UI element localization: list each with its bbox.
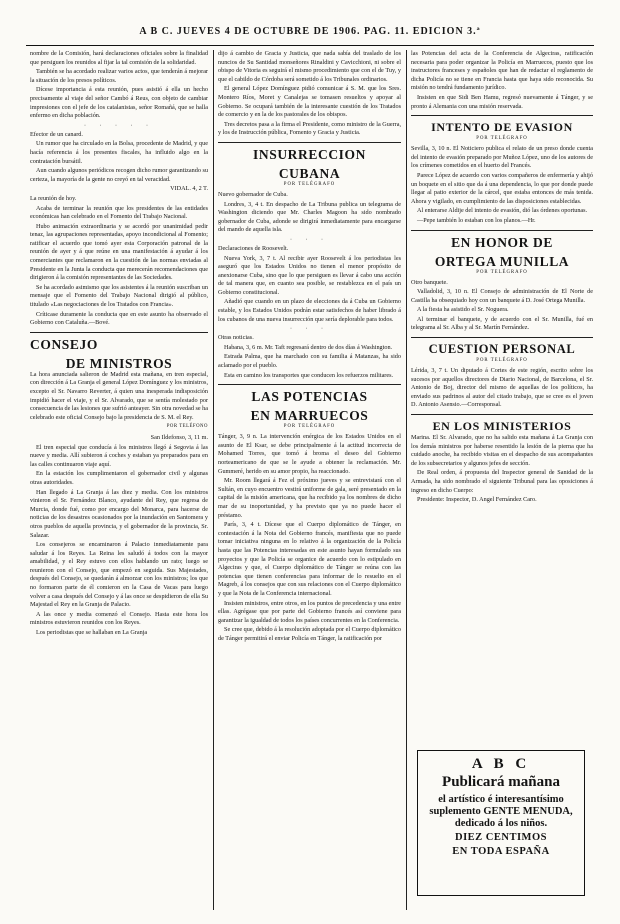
dateline: San Ildefonso, 3, 11 m.	[150, 433, 208, 441]
byline: POR TELÉGRAFO	[283, 424, 336, 430]
article-paragraph: Habana, 3, 6 m. Mr. Taft regresará dentro de dos días á Washington.	[224, 343, 393, 351]
byline: POR TELÉGRAFO	[476, 358, 528, 364]
section-rule	[218, 142, 401, 143]
article-paragraph: De Real orden, á propuesta del Inspector general de Sanidad de la Armada, ha sido nombrado el siguiente Tribunal para las oposiciones á ingreso en dicho Cuerpo:	[411, 469, 593, 494]
article-paragraph: París, 3, 4 t. Dícese que el Cuerpo diplomático de Tánger, en contestación á la Nota del Gobierno francés, manifiesta que no puede tomar iniciativa ninguna en lo relativo á la organización de la Policía hasta que las Potencias interesadas en este asunto hayan formulado sus proyectos y que la Policía se organice de acuerdo con lo estipulado en Algeciras y que, el Cuerpo diplomático de Tánger se reúna con las potencias que tienen conferencias para informar de lo resuelto en el Magreb, á los consejos que con sus relaciones con el Cuerpo diplomático y que la Nota de la Conferencia internacional.	[218, 521, 401, 597]
article-paragraph: Al terminar el banquete, y de acuerdo con el Sr. Munilla, fué en telegrama al Sr. Alba y al Sr. Martín Fernández.	[411, 315, 593, 332]
subhead: Declaraciones de Roosevelt.	[218, 244, 289, 252]
article-paragraph: Nueva York, 3, 7 t. Al recibir ayer Roosevelt á los periodistas les aseguró que los Estados Unidos no tienen el menor propósito de anexionarse Cuba, sino que lo que persiguen es llevar á cabo una acción de tal manera que, en cuanto sea posible, se restablezca en el país un Gobierno constitucional.	[218, 254, 401, 296]
headline-marruecos: EN MARRUECOS	[250, 408, 369, 424]
article-paragraph: Aun cuando algunos periódicos recogen dicho rumor garantizando su certeza, la mayoría de la gente no creyó en tal veracidad.	[30, 167, 208, 183]
article-paragraph: A la fiesta ha asistido el Sr. Noguera.	[417, 306, 509, 314]
advertisement-box	[417, 750, 585, 896]
section-rule	[411, 414, 593, 415]
ad-body: el artístico é interesantísimo suplemento GENTE MENUDA, dedicado á los niños.	[429, 794, 573, 829]
header-rule	[26, 45, 594, 46]
headline-cubana: CUBANA	[278, 165, 341, 181]
article-paragraph: El tren especial que conducía á los ministros llegó á Segovia á las nueve y media. Allí subieron á coches y estaban ya preparados para en las calles continuaron viaje aquí.	[30, 443, 208, 468]
article-paragraph: Presidente: Inspector, D. Angel Fernández Caro.	[417, 496, 537, 504]
article-paragraph: las Potencias del acta de la Conferencia de Algeciras, ratificación necesaria para poder organizar la Policía en Marruecos, puesto que los instructores franceses y españoles que han de redactar el reglamento de dicha Policía no se tiene en Francia hasta que haya sido reconocida. Su misión no tendrá fundamento jurídico.	[411, 50, 593, 92]
separator-dots: · · ·	[290, 326, 329, 333]
article-paragraph: Se ha acordado asimismo que los asistentes á la reunión suscriban un mensaje que el Fomento del Trabajo Nacional dirigió al público, titulado «Las negociaciones de los Tratados con Francia».	[30, 283, 208, 309]
column-left	[30, 50, 208, 910]
headline-ministros: DE MINISTROS	[65, 355, 173, 371]
article-paragraph: nombre de la Comisión, hará declaraciones oficiales sobre la finalidad que persiguen los reunidos al fijar la tal comisión de la solidaridad.	[30, 50, 208, 66]
separator-dots: · · ·	[290, 236, 329, 243]
article-paragraph: La hora anunciada salieron de Madrid esta mañana, en tren especial, con dirección á La Granja el general López Domínguez y los ministros, excepto el Sr. Navarro Reverter, á quien una inesperada indisposición impidió hacer el viaje, y el Sr. Alvarado, que se sentía molestado por consecuencia de las lesiones que sufrió anteayer. Sin otra novedad se ha celebrado este oficial Consejo bajo la presidencia de S. M. el Rey.	[30, 370, 208, 421]
article-paragraph: Insisten en que Sidi Ben Hamu, regresó nuevamente á Tánger, y se pronto á Alemania con una misión reservada.	[411, 93, 593, 110]
byline: POR TELÉGRAFO	[476, 269, 528, 275]
page-header: A B C. JUEVES 4 DE OCTUBRE DE 1906. PAG. 11. EDICION 3.ª	[139, 26, 481, 37]
headline-ortega-munilla: ORTEGA MUNILLA	[434, 253, 570, 269]
article-paragraph: Lérida, 3, 7 t. Un diputado á Cortes de este región, escrito sobre los sucesos por aquellos directores de Diario Nacional, de Barcelona, el Sr. Antonio de Boj, director del mismo de aquellas de los políticos, ha enviado sus padrinos al autor del citado trabajo, que se cree es el joven D. Antonio Asensio.—Corresponsal.	[411, 367, 593, 409]
section-rule	[218, 384, 401, 385]
column-rule-1	[213, 50, 214, 910]
article-paragraph: Los consejeros se encaminaron á Palacio inmediatamente para saludar á los Reyes. La Reina les saludó á todos con la mayor amabilidad, y el Rey estuvo con ellos hablando un rato; luego se reunieron con el Consejo, que empezó en seguida. Sus Majestades, después del Consejo, se quedarán á almorzar con los ministros; los que no formaron parte de él comieron en la Casa de Vacas para luego volver a casa después del Consejo y á las once se despidieron de ella Su Majestad el Rey en la Granja de Palacio.	[30, 541, 208, 609]
article-paragraph: Insisten ministros, entre otros, en los puntos de precedencia y una entre ellas. Agrégase que por parte del Gobierno francés así conviene para garantizar la igualdad de todos los países concurrentes en la Conferencia.	[218, 599, 401, 624]
article-paragraph: Londres, 3, 4 t. En despacho de La Tribuna publica un telegrama de Washington diciendo que Mr. Charles Magoon ha sido nombrado gobernador de Cuba, adonde se dirigirá inmediatamente para encargarse del mando de aquella isla.	[218, 200, 401, 234]
article-paragraph: Tánger, 3, 9 n. La intervención enérgica de los Estados Unidos en el asunto de El Ksar, se debe principalmente á la actitud incorrecta de Mohamed Torres, que tomó á broma el deseo del Gobierno norteamericano de que se le ayude a obtener la reclamación. Mr. Gummeré, herido en su amor propio, ha reaccionado.	[218, 433, 401, 475]
subhead: La reunión de hoy.	[30, 194, 77, 202]
column-rule-2	[406, 50, 407, 910]
article-signature: VIDAL. 4, 2 T.	[170, 185, 208, 193]
article-paragraph: Acaba de terminar la reunión que los presidentes de las entidades económicas han celebrado en el Fomento del Trabajo Nacional.	[30, 204, 208, 221]
article-paragraph: Han llegado á La Granja á las diez y media. Con los ministros vinieron el Sr. Fernández Blanco, ayudante del Rey, que regresa de Murcia, donde fué, como por encargo del Monarca, para hacerse de noticias de los desastres ocasionados por la inundación en Santomera y otros pueblos de aquella provincia, y el gobernador de la provincia, Sr. Salazar.	[30, 488, 208, 539]
subhead: Efector de un canard.	[30, 130, 83, 138]
article-paragraph: Estrada Palma, que ha marchado con su familia á Matanzas, ha sido aclamado por el pueblo.	[218, 353, 401, 370]
section-rule	[30, 332, 208, 333]
headline-honor: EN HONOR DE	[451, 234, 553, 250]
byline: POR TELÉFONO	[166, 424, 208, 430]
article-paragraph: En la estación los cumplimentaron el gobernador civil y algunas otras autoridades.	[30, 470, 208, 486]
article-paragraph: —Pepe también lo estaban con los planos.—Hr.	[417, 216, 536, 224]
article-paragraph: El general López Domínguez pidió comunicar á S. M. que los Sres. Montero Ríos, Moret y Canalejas se tomasen resueltos y apoyar al Gobierno. Se ocupará también de la interesante cuestión de los Tratados de comercio y en la de los pastorales de los obispos.	[218, 85, 401, 119]
headline-insurreccion: INSURRECCION	[253, 146, 366, 162]
article-paragraph: Añadió que cuando en un plazo de elecciones da á Cuba un Gobierno estable, y los Estados Unidos podrán estar satisfechos de haber librado á los cubanos de una nueva insurrección que sería deplorable para todos.	[218, 298, 401, 323]
ad-price-line-2: EN TODA ESPAÑA	[452, 846, 550, 857]
headline-potencias: LAS POTENCIAS	[251, 389, 368, 405]
separator-dots: · · · · ·	[84, 122, 154, 129]
section-rule	[411, 230, 593, 231]
subhead: Otras noticias.	[218, 334, 254, 342]
byline: POR TELÉGRAFO	[283, 181, 336, 187]
section-rule	[411, 337, 593, 338]
article-paragraph: Valladolid, 3, 10 n. El Consejo de administración de El Norte de Castilla ha obsequiado hoy con un banquete á D. José Ortega Munilla.	[411, 288, 593, 304]
article-paragraph: Hubo animación extraordinaria y se acordó por unanimidad pedir tenaz, las agrupaciones representadas, apoyo incondicional al Fomento; ratificar el acuerdo que tomó ayer esta Corporación patronal de la reunión de ayer y á que reúne en una manifestación á ayudar á los comerciantes que reclamaron en la cuestión de las normas enviadas al Presidente en la Junta la conducta que merecerán recomendaciones que dirigieron á la comisión representantes de las Sociedades.	[30, 222, 208, 282]
article-paragraph: Tres decretos pasa a la firma el Presidente, como ministro de la Guerra, y los de Instrucción pública, Fomento y Gracia y Justicia.	[218, 120, 401, 137]
ad-price-line-1: DIEZ CENTIMOS	[455, 832, 547, 843]
article-paragraph: A las once y media comenzó el Consejo. Hasta este hora los ministros estuvieron reunidos con los Reyes.	[30, 610, 208, 627]
headline-evasion: INTENTO DE EVASION	[431, 120, 573, 135]
article-paragraph: Mr. Room llegará á Fez el próximo jueves y se entrevistará con el Sultán, en cuyo encuentro vestirá uniforme de gala, seré presentado en la capital de la misión americana, que ha recibido ya los nombres de dicho mar de su inoportunidad, y ha previsto que ya no puede hacer el préstamo.	[218, 477, 401, 519]
article-paragraph: Dícese importancia á esta reunión, pues asistió á ella un hecho precisamente al viaje del señor Cambó á Reus, con objeto de cambiar impresiones con el jefe de los catalanistas, señor Romañá, que se halla enfermo en dicha población.	[30, 86, 208, 120]
subhead: Nuevo gobernador de Cuba.	[218, 190, 288, 198]
article-paragraph: También se ha acordado realizar varios actos, que tenderán á mejorar la situación de los presos políticos.	[30, 68, 208, 84]
section-rule	[411, 115, 593, 116]
article-paragraph: Parece López de acuerdo con varios compañeros de enfermería y ahijó un boquete en el sitio que da á una dependencia, lo que por donde puede llegar al patio exterior de la cárcel, que estaba entonces de más tenida. Ahora y vigilado, en cumplimiento de las disposiciones establecidas.	[411, 171, 593, 205]
article-paragraph: Se cree que, debido á la resolución adoptada por el Cuerpo diplomático de Tánger permitirá el enviar Policía en Tánger, la ratificación por	[218, 626, 401, 642]
article-paragraph: Marina. El Sr. Alvarado, que no ha salido esta mañana á La Granja con los demás ministros por haberse resentido la lesión de la pierna que ha cuidado anoche, ha recibido visitas en el despacho de sus acompañantes de los subsecretarios y algunos jefes de sección.	[411, 434, 593, 467]
ad-brand: A B C	[471, 756, 531, 772]
article-paragraph: Al enterarse Aldije del intento de evasión, dió las órdenes oportunas.	[417, 207, 588, 215]
headline-consejo: CONSEJO	[30, 336, 98, 352]
subhead: Otro banquete.	[411, 278, 448, 286]
headline-ministerios: EN LOS MINISTERIOS	[432, 419, 572, 434]
column-middle	[218, 50, 401, 910]
ad-title: Publicará mañana	[442, 774, 560, 790]
article-paragraph: Los periodistas que se hallaban en La Granja	[36, 629, 148, 637]
byline: POR TELÉGRAFO	[476, 136, 528, 142]
article-paragraph: Esta en camino los transportes que conducen los refuerzos militares.	[224, 371, 394, 379]
article-paragraph: Sevilla, 3, 10 n. El Noticiero publica el relato de un preso donde cuenta del intento de evasión preparado por Muñoz López, uno de los autores de los crímenes cometidos en el huerto del Francés.	[411, 145, 593, 170]
article-paragraph: Críticase duramente la conducta que en este asunto ha observado el Gobierno con Cataluña.—Bové.	[30, 310, 208, 327]
article-paragraph: Un rumor que ha circulado en la Bolsa, procedente de Madrid, y que hacía referencia á los presentes fiscales, ha influido algo en la contratación bursátil.	[30, 140, 208, 165]
headline-cuestion-personal: CUESTION PERSONAL	[428, 342, 576, 357]
article-paragraph: dijo á cambio de Gracia y Justicia, que nada sabía del traslado de los nuncios de Su Santidad monseñores Rinaldini y Cavicchioni, ni sobre el obispo de Vitoria es seguirá el mismo procedimiento que con el de Tuy, y que el cabildo de Córdoba será sometido á los Tribunales ordinarios.	[218, 50, 401, 83]
